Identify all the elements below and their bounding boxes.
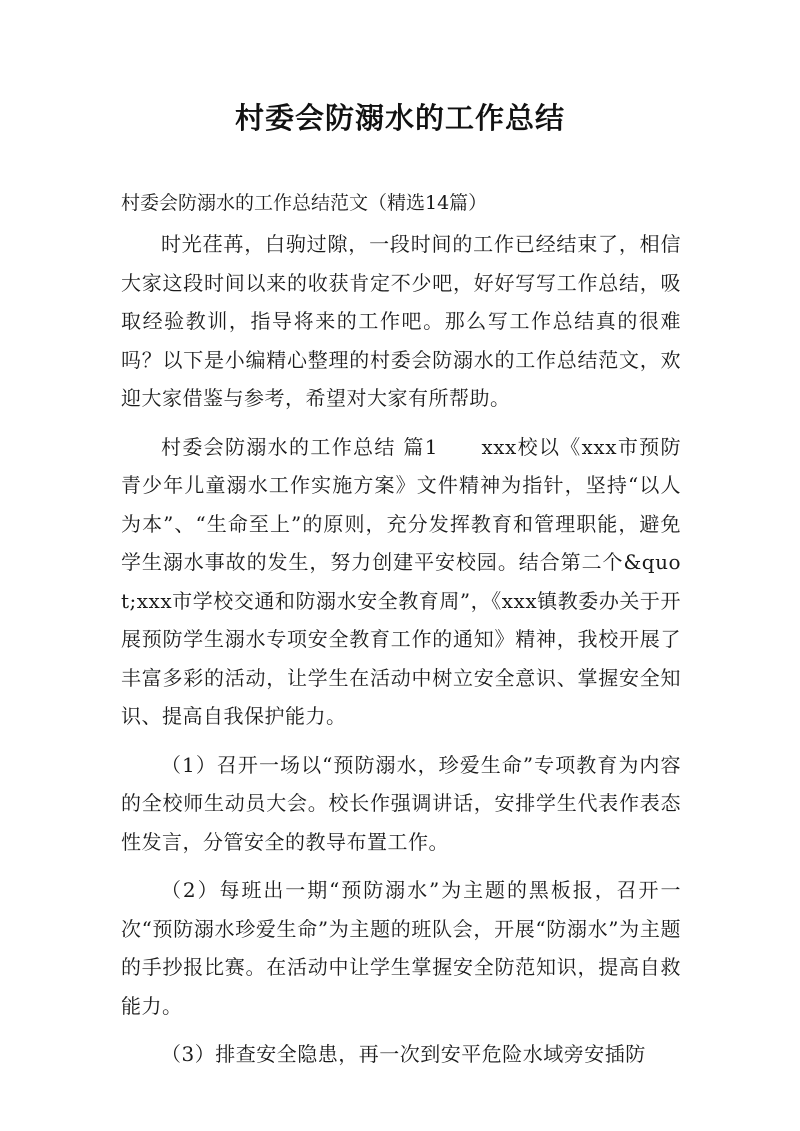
document-subtitle: 村委会防溺水的工作总结范文（精选14篇） <box>121 192 488 214</box>
paragraph-item-3: （3）排查安全隐患，再一次到安平危险水域旁安插防 <box>161 1042 646 1066</box>
document-title: 村委会防溺水的工作总结 <box>234 101 565 135</box>
paragraph-section-1: 村委会防溺水的工作总结 篇1 xxx校以《xxx市预防青少年儿童溺水工作实施方案》文件精神为指针，坚持“以人为本”、“生命至上”的原则，充分发挥教育和管理职能，避免学生溺水事故的发生，努力创建平安校园。结合第二个&quot;xxx市学校交通和防溺水安全教育周”，《xxx镇教委办关于开展预防学生溺水专项安全教育工作的通知》精神，我校开展了丰富多彩的活动，让学生在活动中树立安全意识、掌握安全知识、提高自我保护能力。 <box>121 434 681 728</box>
paragraph-intro: 时光荏苒，白驹过隙，一段时间的工作已经结束了，相信大家这段时间以来的收获肯定不少吧，好好写写工作总结，吸取经验教训，指导将来的工作吧。那么写工作总结真的很难吗？以下是小编精心整理的村委会防溺水的工作总结范文，欢迎大家借鉴与参考，希望对大家有所帮助。 <box>121 232 681 410</box>
document-body <box>121 225 681 1084</box>
paragraph-item-2: （2）每班出一期“预防溺水”为主题的黑板报，召开一次“预防溺水珍爱生命”为主题的班队会，开展“防溺水”为主题的手抄报比赛。在活动中让学生掌握安全防范知识，提高自救能力。 <box>121 878 681 1018</box>
paragraph-item-1: （1）召开一场以“预防溺水，珍爱生命”专项教育为内容的全校师生动员大会。校长作强调讲话，安排学生代表作表态性发言，分管安全的教导布置工作。 <box>121 752 681 854</box>
